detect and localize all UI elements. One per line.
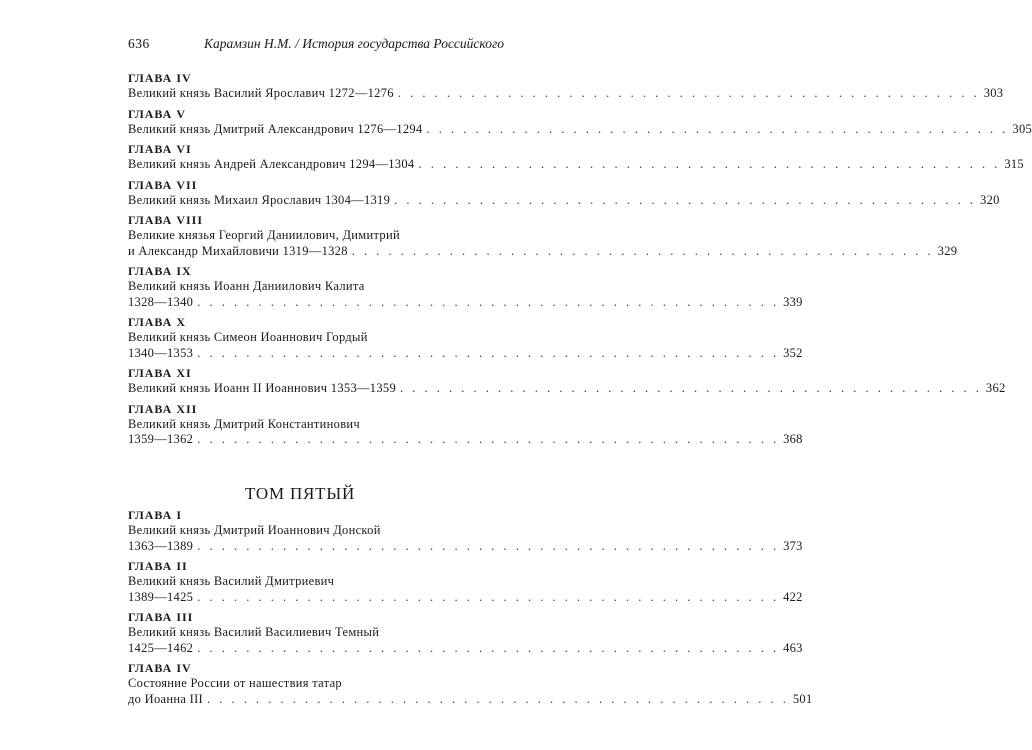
chapter-title-last-line	[128, 121, 1032, 138]
page-reference: 339	[783, 294, 803, 309]
chapter-title-line: Великий князь Иоанн Даниилович Калита	[128, 279, 365, 293]
dot-leader: . . . . . . . . . . . . . . . . . . . . . . . . . . . . . . . . . . . . . . . . . . . . . . . .	[197, 345, 780, 360]
chapter-title-text: Великий князь Иоанн II Иоаннович 1353—1359	[128, 381, 397, 395]
chapter-title-last-line	[128, 294, 803, 311]
chapter-heading: ГЛАВА VI	[128, 142, 192, 156]
toc-entry	[128, 559, 803, 605]
chapter-title-text: 1363—1389	[128, 538, 194, 553]
chapter-heading: ГЛАВА IV	[128, 661, 192, 675]
chapter-heading: ГЛАВА VIII	[128, 213, 204, 227]
toc-entry	[128, 661, 813, 707]
chapter-title-text: до Иоанна III	[128, 691, 203, 706]
toc-entry	[128, 213, 958, 259]
running-title: Карамзин Н.М. / История государства Российского	[204, 36, 504, 51]
chapter-heading: ГЛАВА III	[128, 610, 194, 624]
chapter-title-last-line	[128, 691, 813, 708]
chapter-heading: ГЛАВА VII	[128, 177, 198, 192]
chapter-title-last-line	[128, 640, 803, 657]
page-reference: 305	[1012, 121, 1032, 136]
chapter-title-text: Великий князь Михаил Ярославич 1304—1319	[128, 192, 391, 207]
chapter-title-last-line	[128, 157, 1024, 173]
page-reference: 303	[983, 86, 1004, 100]
dot-leader: . . . . . . . . . . . . . . . . . . . . . . . . . . . . . . . . . . . . . . . . . . . . . . . .	[394, 192, 977, 207]
dot-leader: . . . . . . . . . . . . . . . . . . . . . . . . . . . . . . . . . . . . . . . . . . . . . . . .	[197, 294, 780, 309]
dot-leader: . . . . . . . . . . . . . . . . . . . . . . . . . . . . . . . . . . . . . . . . . . . . . . . .	[400, 381, 982, 395]
chapter-heading: ГЛАВА X	[128, 315, 187, 329]
chapter-heading: ГЛАВА XI	[128, 366, 192, 380]
chapter-title-last-line	[128, 243, 958, 260]
chapter-title-text: 1328—1340	[128, 294, 194, 309]
table-of-contents-volume-4	[128, 71, 1032, 453]
page-reference: 368	[783, 432, 803, 446]
chapter-title-line: Великий князь Дмитрий Константинович	[128, 416, 360, 431]
toc-entry	[128, 401, 803, 448]
dot-leader: . . . . . . . . . . . . . . . . . . . . . . . . . . . . . . . . . . . . . . . . . . . . . . . .	[197, 589, 780, 604]
page-reference: 501	[792, 691, 813, 706]
chapter-title-line: Состояние России от нашествия татар	[128, 676, 342, 690]
chapter-title-last-line	[128, 589, 803, 606]
dot-leader: . . . . . . . . . . . . . . . . . . . . . . . . . . . . . . . . . . . . . . . . . . . . . . . .	[197, 432, 780, 446]
page-reference: 352	[783, 345, 803, 360]
chapter-title-line: Великий князь Василий Василиевич Темный	[128, 625, 380, 639]
toc-entry	[128, 177, 1000, 209]
chapter-heading: ГЛАВА XII	[128, 401, 198, 416]
toc-entry	[128, 142, 1024, 173]
chapter-title-last-line	[128, 345, 803, 362]
dot-leader: . . . . . . . . . . . . . . . . . . . . . . . . . . . . . . . . . . . . . . . . . . . . . . . .	[197, 640, 780, 655]
chapter-title-line: Великий князь Дмитрий Иоаннович Донской	[128, 523, 381, 537]
chapter-title-last-line	[128, 432, 803, 448]
chapter-title-text: 1340—1353	[128, 345, 194, 360]
toc-entry	[128, 71, 1004, 102]
page-reference: 373	[783, 538, 803, 553]
page-reference: 320	[980, 192, 1000, 207]
chapter-title-last-line	[128, 381, 1006, 397]
toc-entry	[128, 264, 803, 310]
dot-leader: . . . . . . . . . . . . . . . . . . . . . . . . . . . . . . . . . . . . . . . . . . . . . . . .	[397, 86, 980, 100]
dot-leader: . . . . . . . . . . . . . . . . . . . . . . . . . . . . . . . . . . . . . . . . . . . . . . . .	[426, 121, 1009, 136]
chapter-title-last-line	[128, 86, 1004, 102]
chapter-title-last-line	[128, 538, 803, 555]
chapter-heading: ГЛАВА IX	[128, 264, 192, 278]
page-header	[128, 36, 504, 56]
chapter-heading: ГЛАВА V	[128, 106, 187, 121]
chapter-title-text: 1359—1362	[128, 432, 194, 446]
volume-title: ТОМ ПЯТЫЙ	[244, 484, 356, 503]
toc-entry	[128, 508, 803, 554]
chapter-title-line: Великий князь Симеон Иоаннович Гордый	[128, 330, 368, 344]
chapter-title-line: Великие князья Георгий Даниилович, Димитрий	[128, 228, 400, 242]
toc-entry	[128, 366, 1006, 397]
chapter-title-text: 1389—1425	[128, 589, 194, 604]
chapter-heading: ГЛАВА I	[128, 508, 183, 522]
dot-leader: . . . . . . . . . . . . . . . . . . . . . . . . . . . . . . . . . . . . . . . . . . . . . . . .	[351, 243, 934, 258]
chapter-heading: ГЛАВА IV	[128, 71, 192, 85]
page-reference: 422	[783, 589, 803, 604]
chapter-title-text: и Александр Михайловичи 1319—1328	[128, 243, 348, 258]
dot-leader: . . . . . . . . . . . . . . . . . . . . . . . . . . . . . . . . . . . . . . . . . . . . . . . .	[418, 157, 1001, 171]
chapter-heading: ГЛАВА II	[128, 559, 188, 573]
page-reference: 329	[937, 243, 958, 258]
page-reference: 362	[985, 381, 1006, 395]
table-of-contents-volume-5	[128, 508, 813, 712]
page-reference: 315	[1004, 157, 1024, 171]
chapter-title-line: Великий князь Василий Дмитриевич	[128, 574, 335, 588]
chapter-title-last-line	[128, 192, 1000, 209]
chapter-title-text: Великий князь Андрей Александрович 1294—1304	[128, 157, 415, 171]
toc-entry	[128, 610, 803, 656]
page-reference: 463	[783, 640, 803, 655]
toc-entry	[128, 315, 803, 361]
dot-leader: . . . . . . . . . . . . . . . . . . . . . . . . . . . . . . . . . . . . . . . . . . . . . . . .	[197, 538, 780, 553]
chapter-title-text: 1425—1462	[128, 640, 194, 655]
toc-entry	[128, 106, 1032, 138]
page-number: 636	[128, 36, 150, 51]
chapter-title-text: Великий князь Василий Ярославич 1272—1276	[128, 86, 394, 100]
dot-leader: . . . . . . . . . . . . . . . . . . . . . . . . . . . . . . . . . . . . . . . . . . . . . . . .	[207, 691, 789, 706]
chapter-title-text: Великий князь Дмитрий Александрович 1276—1294	[128, 121, 423, 136]
